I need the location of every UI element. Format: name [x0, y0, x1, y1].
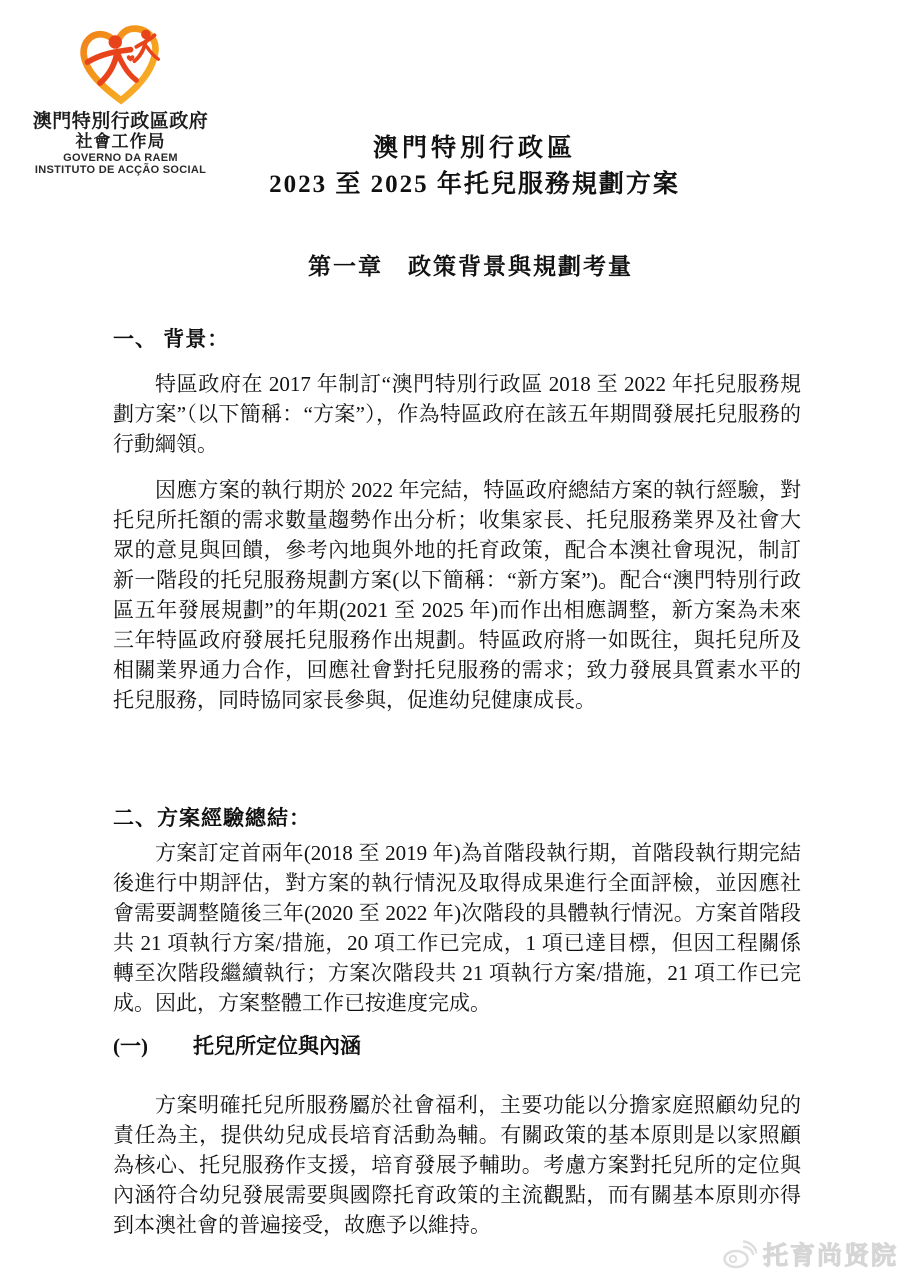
document-title [0, 131, 911, 203]
watermark-text: 托育尚贤院 [762, 1242, 898, 1270]
weibo-icon [723, 1239, 757, 1269]
section-1-paragraph-1: 特區政府在 2017 年制訂“澳門特別行政區 2018 至 2022 年托兒服務規劃方案”（以下簡稱：“方案”），作為特區政府在該五年期間發展托兒服務的行動綱領。 [113, 372, 801, 456]
agency-name-zh-line2: 社會工作局 [75, 132, 166, 151]
subsection-1-paragraph-1: 方案明確托兒所服務屬於社會福利，主要功能以分擔家庭照顧幼兒的責任為主，提供幼兒成長培育活動為輔。有關政策的基本原則是以家照顧為核心、托兒服務作支援，培育發展予輔助。考慮方案對托兒所的定位與內涵符合幼兒發展需要與國際托育政策的主流觀點，而有關基本原則亦得到本澳社會的普遍接受，故應予以維持。 [113, 1093, 801, 1237]
document-title-line2: 2023 至 2025 年托兒服務規劃方案 [269, 171, 680, 198]
subsection-1-title: 托兒所定位與內涵 [193, 1034, 361, 1058]
document-title-line1: 澳門特別行政區 [372, 135, 576, 162]
section-1-paragraph-2: 因應方案的執行期於 2022 年完結，特區政府總結方案的執行經驗，對托兒所托額的需求數量趨勢作出分析；收集家長、托兒服務業界及社會大眾的意見與回饋，參考內地與外地的托育政策，配合本澳社會現況，制訂新一階段的托兒服務規劃方案(以下簡稱：“新方案”)。配合“澳門特別行政區五年發展規劃”的年期(2021 至 2025 年)而作出相應調整，新方案為未來三年特區政府發展托兒服務作出規劃。特區政府將一如既往，與托兒所及相關業界通力合作，回應社會對托兒服務的需求；致力發展具質素水平的托兒服務，同時協同家長參與，促進幼兒健康成長。 [113, 478, 801, 712]
agency-name-zh-line1: 澳門特別行政區政府 [32, 111, 209, 132]
section-2-paragraph-1: 方案訂定首兩年(2018 至 2019 年)為首階段執行期，首階段執行期完結後進行中期評估，對方案的執行情況及取得成果進行全面評檢，並因應社會需要調整隨後三年(2020 至 2022 年)次階段的具體執行情況。方案首階段共 21 項執行方案/措施，20 項工作已完成，1 項已達目標，但因工程關係轉至次階段繼續執行；方案次階段共 21 項執行方案/措施，21 項工作已完成。因此，方案整體工作已按進度完成。 [113, 841, 801, 1015]
agency-name-pt-line2: INSTITUTO DE ACÇÃO SOCIAL [34, 164, 207, 176]
section-1-heading: 一、 背景： [113, 327, 230, 351]
agency-name-pt-line1: GOVERNO DA RAEM [63, 152, 178, 164]
section-2-heading: 二、方案經驗總結： [113, 806, 311, 830]
ias-heart-logo-icon [73, 20, 169, 108]
watermark [723, 1236, 898, 1272]
subsection-1-heading [113, 1030, 361, 1060]
subsection-1-number: (一) [113, 1034, 148, 1058]
chapter-heading: 第一章 政策背景與規劃考量 [308, 254, 633, 279]
